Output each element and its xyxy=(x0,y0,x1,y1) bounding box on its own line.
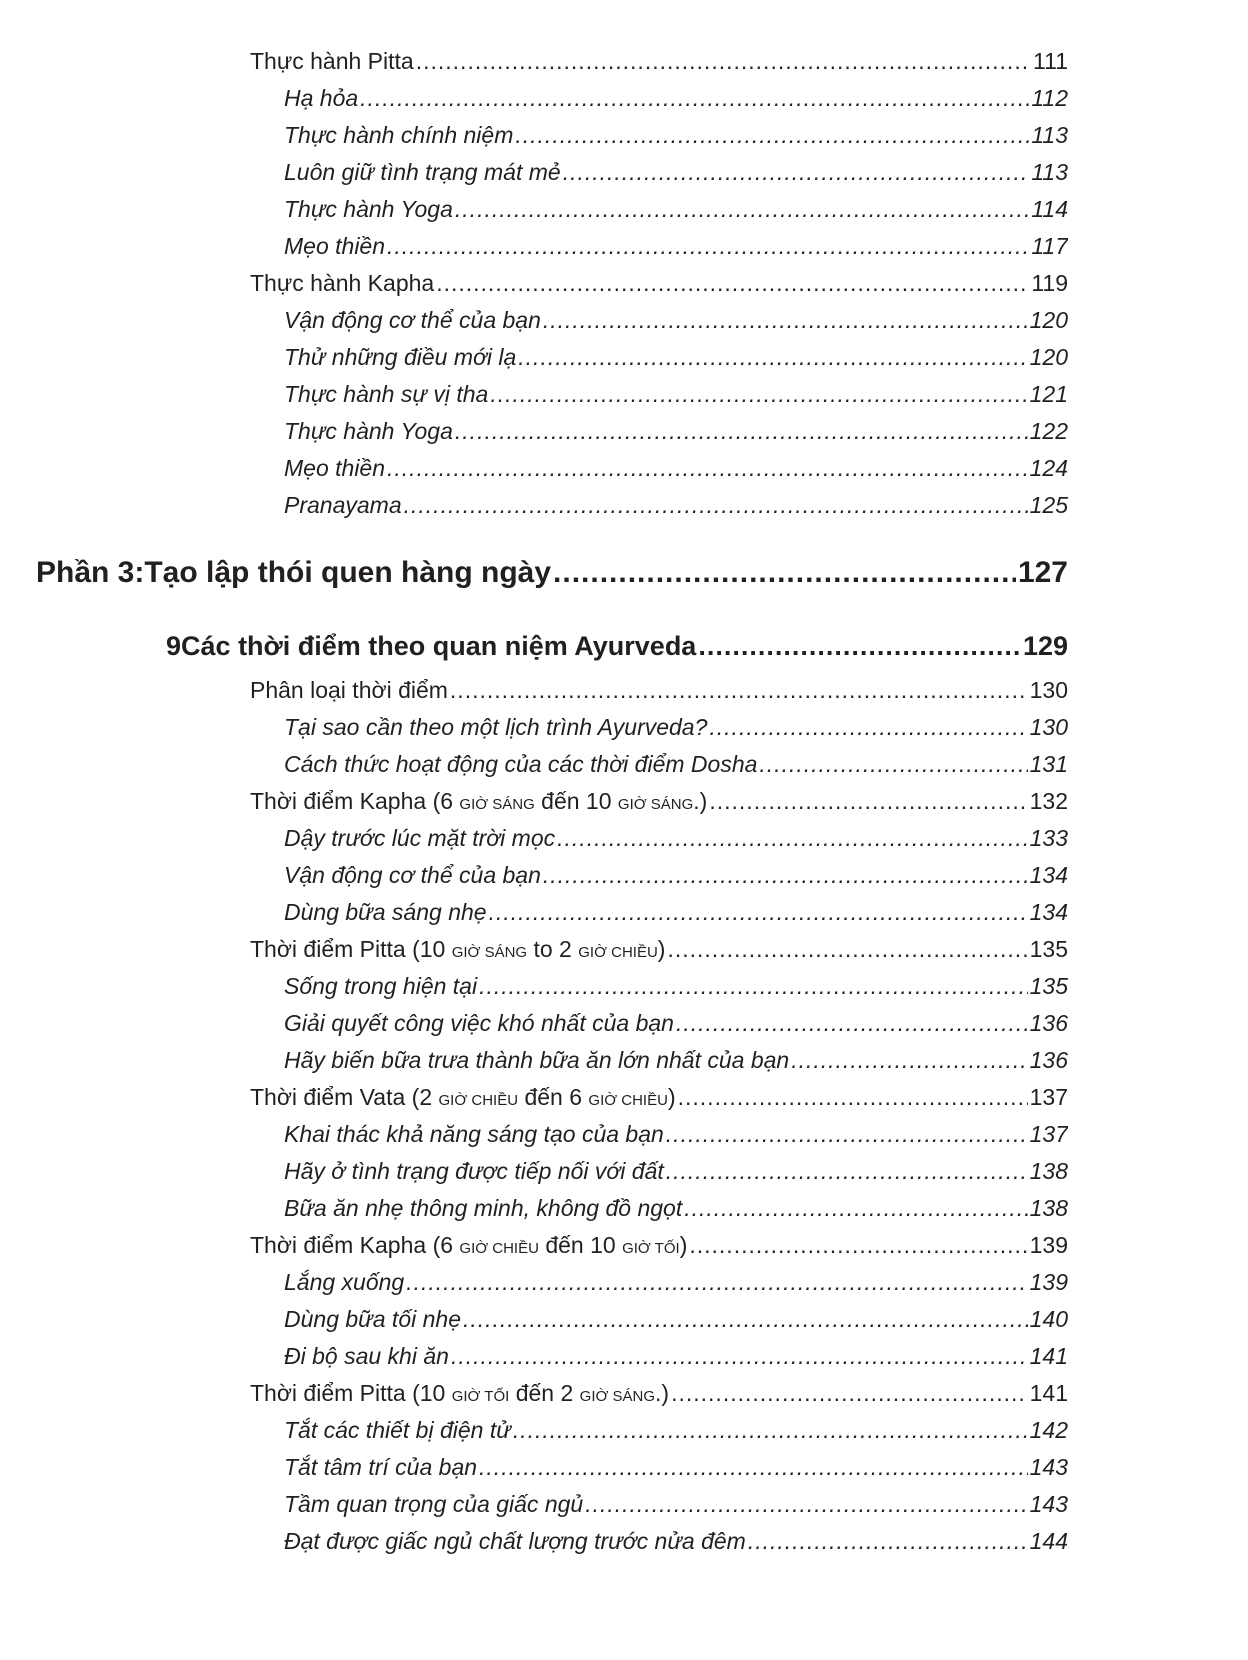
entry-title: Pranayama xyxy=(284,492,402,518)
page-number: 142 xyxy=(1029,1417,1068,1443)
toc-entry xyxy=(284,381,1068,408)
page-number: 136 xyxy=(1029,1010,1068,1036)
toc-entry xyxy=(284,825,1068,852)
page-number: 137 xyxy=(1029,1121,1068,1147)
entry-title: Cách thức hoạt động của các thời điểm Dosha xyxy=(284,751,758,777)
entry-title: Vận động cơ thể của bạn xyxy=(284,862,541,888)
page-number: 130 xyxy=(1029,677,1068,703)
entry-title: Hạ hỏa xyxy=(284,85,359,111)
entry-title: Hãy biến bữa trưa thành bữa ăn lớn nhất của bạn xyxy=(284,1047,790,1073)
dot-leader xyxy=(543,307,1028,334)
entry-title: Mẹo thiền xyxy=(284,233,386,259)
entry-title: Dùng bữa sáng nhẹ xyxy=(284,899,487,925)
entry-title: Dùng bữa tối nhẹ xyxy=(284,1306,461,1332)
page-number: 129 xyxy=(1022,631,1068,661)
dot-leader xyxy=(678,1084,1028,1111)
entry-title: Đi bộ sau khi ăn xyxy=(284,1343,449,1369)
page-number: 134 xyxy=(1029,899,1068,925)
dot-leader xyxy=(406,1269,1027,1296)
title-part: Thời điểm Pitta (10 xyxy=(250,936,452,962)
entry-title: Hãy ở tình trạng được tiếp nối với đất xyxy=(284,1158,664,1184)
toc-entry xyxy=(284,973,1068,1000)
time-unit: GIỜ TỐI xyxy=(622,1240,680,1257)
entry-title: Tại sao cần theo một lịch trình Ayurveda? xyxy=(284,714,708,740)
toc-entry xyxy=(284,455,1068,482)
dot-leader xyxy=(387,455,1028,482)
title-part: đến 10 xyxy=(538,1232,623,1258)
toc-entry xyxy=(284,159,1068,186)
toc-entry xyxy=(250,48,1068,75)
page-number: 133 xyxy=(1029,825,1068,851)
page-number: 138 xyxy=(1029,1195,1068,1221)
entry-title: Thực hành Pitta xyxy=(250,48,414,74)
page-number: 131 xyxy=(1029,751,1068,777)
entry-title xyxy=(250,788,707,815)
entry-title: Thực hành Yoga xyxy=(284,196,453,222)
part-label: Phần 3: xyxy=(36,556,145,589)
title-part: Thời điểm Kapha (6 xyxy=(250,1232,460,1258)
title-part: đến 2 xyxy=(509,1380,580,1406)
page-number: 112 xyxy=(1031,85,1068,111)
toc-entry xyxy=(284,714,1068,741)
dot-leader xyxy=(479,973,1028,1000)
time-unit: GIỜ SÁNG xyxy=(459,796,535,813)
entry-title: Vận động cơ thể của bạn xyxy=(284,307,541,333)
page-number: 132 xyxy=(1029,788,1068,814)
page-number: 134 xyxy=(1029,862,1068,888)
page-number: 113 xyxy=(1031,159,1068,185)
time-unit: GIỜ SÁNG xyxy=(451,944,528,961)
entry-title: Thực hành sự vị tha xyxy=(284,381,489,407)
title-part: đến 6 xyxy=(518,1084,589,1110)
page-number: 143 xyxy=(1029,1454,1068,1480)
dot-leader xyxy=(698,631,1021,662)
toc-entry xyxy=(250,1232,1068,1259)
dot-leader xyxy=(748,1528,1028,1555)
entry-title: Dậy trước lúc mặt trời mọc xyxy=(284,825,556,851)
toc-entry xyxy=(284,1491,1068,1518)
entry-title xyxy=(250,936,665,963)
toc-entry xyxy=(284,492,1068,519)
page-number: 135 xyxy=(1029,936,1068,962)
entry-title: Giải quyết công việc khó nhất của bạn xyxy=(284,1010,674,1036)
toc-entry xyxy=(284,1417,1068,1444)
toc-entry xyxy=(284,196,1068,223)
page-number: 120 xyxy=(1029,344,1068,370)
title-part: .) xyxy=(693,788,708,814)
dot-leader xyxy=(489,899,1028,926)
toc-entry xyxy=(284,85,1068,112)
dot-leader xyxy=(709,788,1027,815)
toc-entry xyxy=(284,418,1068,445)
page-number: 111 xyxy=(1033,48,1068,74)
page-number: 124 xyxy=(1029,455,1068,481)
dot-leader xyxy=(404,492,1028,519)
dot-leader xyxy=(667,936,1027,963)
entry-title xyxy=(250,1232,687,1259)
page-number: 135 xyxy=(1029,973,1068,999)
time-unit: GIỜ CHIỀU xyxy=(578,944,658,961)
toc-entry xyxy=(284,1269,1068,1296)
dot-leader xyxy=(759,751,1027,778)
entry-title: Khai thác khả năng sáng tạo của bạn xyxy=(284,1121,664,1147)
entry-title: Thực hành Yoga xyxy=(284,418,453,444)
dot-leader xyxy=(490,381,1027,408)
toc-entry xyxy=(284,899,1068,926)
dot-leader xyxy=(543,862,1028,889)
toc-entry xyxy=(284,1306,1068,1333)
entry-title: Lắng xuống xyxy=(284,1269,405,1295)
dot-leader xyxy=(709,714,1027,741)
dot-leader xyxy=(585,1491,1027,1518)
toc-entry xyxy=(250,936,1068,963)
entry-title: Tầm quan trọng của giấc ngủ xyxy=(284,1491,584,1517)
entry-title: Thực hành Kapha xyxy=(250,270,435,296)
dot-leader xyxy=(416,48,1031,75)
page-number: 139 xyxy=(1029,1269,1068,1295)
page-number: 125 xyxy=(1029,492,1068,518)
dot-leader xyxy=(360,85,1029,112)
title-part: Thời điểm Kapha (6 xyxy=(250,788,460,814)
dot-leader xyxy=(671,1380,1028,1407)
page-number: 143 xyxy=(1029,1491,1068,1517)
page-number: 139 xyxy=(1029,1232,1068,1258)
part-heading xyxy=(36,556,1068,590)
dot-leader xyxy=(515,122,1029,149)
page-number: 121 xyxy=(1029,381,1068,407)
chapter-title: Các thời điểm theo quan niệm Ayurveda xyxy=(181,631,697,661)
dot-leader xyxy=(436,270,1029,297)
title-part: đến 10 xyxy=(534,788,618,814)
dot-leader xyxy=(689,1232,1027,1259)
entry-title: Mẹo thiền xyxy=(284,455,386,481)
page-number: 141 xyxy=(1029,1343,1068,1369)
toc-entry xyxy=(250,788,1068,815)
title-part: ) xyxy=(667,1084,676,1110)
toc-entry xyxy=(284,1010,1068,1037)
toc-entry xyxy=(284,751,1068,778)
dot-leader xyxy=(463,1306,1028,1333)
title-part: ) xyxy=(679,1232,688,1258)
page-number: 117 xyxy=(1031,233,1068,259)
toc-entry xyxy=(284,122,1068,149)
time-unit: GIỜ SÁNG xyxy=(617,796,694,813)
dot-leader xyxy=(387,233,1029,260)
dot-leader xyxy=(666,1158,1028,1185)
time-unit: GIỜ CHIỀU xyxy=(438,1092,519,1109)
part-title: Tạo lập thói quen hàng ngày xyxy=(144,556,552,589)
toc-entry xyxy=(284,1454,1068,1481)
page-number: 137 xyxy=(1029,1084,1068,1110)
time-unit: GIỜ TỐI xyxy=(451,1388,510,1405)
toc-entry xyxy=(250,677,1068,704)
page-number: 127 xyxy=(1017,556,1068,589)
entry-title: Tắt các thiết bị điện tử xyxy=(284,1417,511,1443)
entry-title: Thực hành chính niệm xyxy=(284,122,514,148)
entry-title: Bữa ăn nhẹ thông minh, không đồ ngọt xyxy=(284,1195,683,1221)
toc-entry xyxy=(284,1158,1068,1185)
page-number: 120 xyxy=(1029,307,1068,333)
dot-leader xyxy=(563,159,1030,186)
title-part: Thời điểm Pitta (10 xyxy=(250,1380,452,1406)
dot-leader xyxy=(684,1195,1027,1222)
toc-entry xyxy=(284,307,1068,334)
toc-entry xyxy=(284,233,1068,260)
toc-entry xyxy=(284,1195,1068,1222)
dot-leader xyxy=(455,418,1028,445)
toc-entry xyxy=(250,1380,1068,1407)
title-part: to 2 xyxy=(527,936,579,962)
time-unit: GIỜ CHIỀU xyxy=(459,1240,539,1257)
dot-leader xyxy=(479,1454,1028,1481)
dot-leader xyxy=(513,1417,1028,1444)
dot-leader xyxy=(666,1121,1028,1148)
toc-entry xyxy=(250,1084,1068,1111)
title-part: ) xyxy=(657,936,666,962)
toc-entry xyxy=(284,1528,1068,1555)
page-number: 144 xyxy=(1029,1528,1068,1554)
entry-title xyxy=(250,1380,669,1407)
page-number: 113 xyxy=(1031,122,1068,148)
dot-leader xyxy=(676,1010,1028,1037)
toc-entry xyxy=(284,344,1068,371)
entry-title: Đạt được giấc ngủ chất lượng trước nửa đêm xyxy=(284,1528,746,1554)
toc-entry xyxy=(284,1047,1068,1074)
entry-title: Phân loại thời điểm xyxy=(250,677,448,703)
entry-title: Thử những điều mới lạ xyxy=(284,344,517,370)
chapter-heading xyxy=(166,631,1068,662)
page-number: 138 xyxy=(1029,1158,1068,1184)
page-number: 130 xyxy=(1029,714,1068,740)
entry-title xyxy=(250,1084,676,1111)
title-part: .) xyxy=(655,1380,670,1406)
page-number: 122 xyxy=(1029,418,1068,444)
toc-entry xyxy=(250,270,1068,297)
dot-leader xyxy=(791,1047,1027,1074)
dot-leader xyxy=(450,677,1028,704)
page-number: 141 xyxy=(1029,1380,1068,1406)
time-unit: GIỜ CHIỀU xyxy=(588,1092,668,1109)
toc-entry xyxy=(284,1121,1068,1148)
page-number: 136 xyxy=(1029,1047,1068,1073)
dot-leader xyxy=(553,556,1016,590)
time-unit: GIỜ SÁNG xyxy=(579,1388,656,1405)
entry-title: Luôn giữ tình trạng mát mẻ xyxy=(284,159,561,185)
entry-title: Sống trong hiện tại xyxy=(284,973,478,999)
toc-entry xyxy=(284,862,1068,889)
chapter-number: 9 xyxy=(166,631,182,661)
page-number: 140 xyxy=(1029,1306,1068,1332)
dot-leader xyxy=(557,825,1027,852)
dot-leader xyxy=(518,344,1027,371)
page-number: 114 xyxy=(1031,196,1068,222)
entry-title: Tắt tâm trí của bạn xyxy=(284,1454,478,1480)
page-number: 119 xyxy=(1031,270,1068,296)
title-part: Thời điểm Vata (2 xyxy=(250,1084,439,1110)
toc-entry xyxy=(284,1343,1068,1370)
dot-leader xyxy=(455,196,1029,223)
dot-leader xyxy=(451,1343,1028,1370)
